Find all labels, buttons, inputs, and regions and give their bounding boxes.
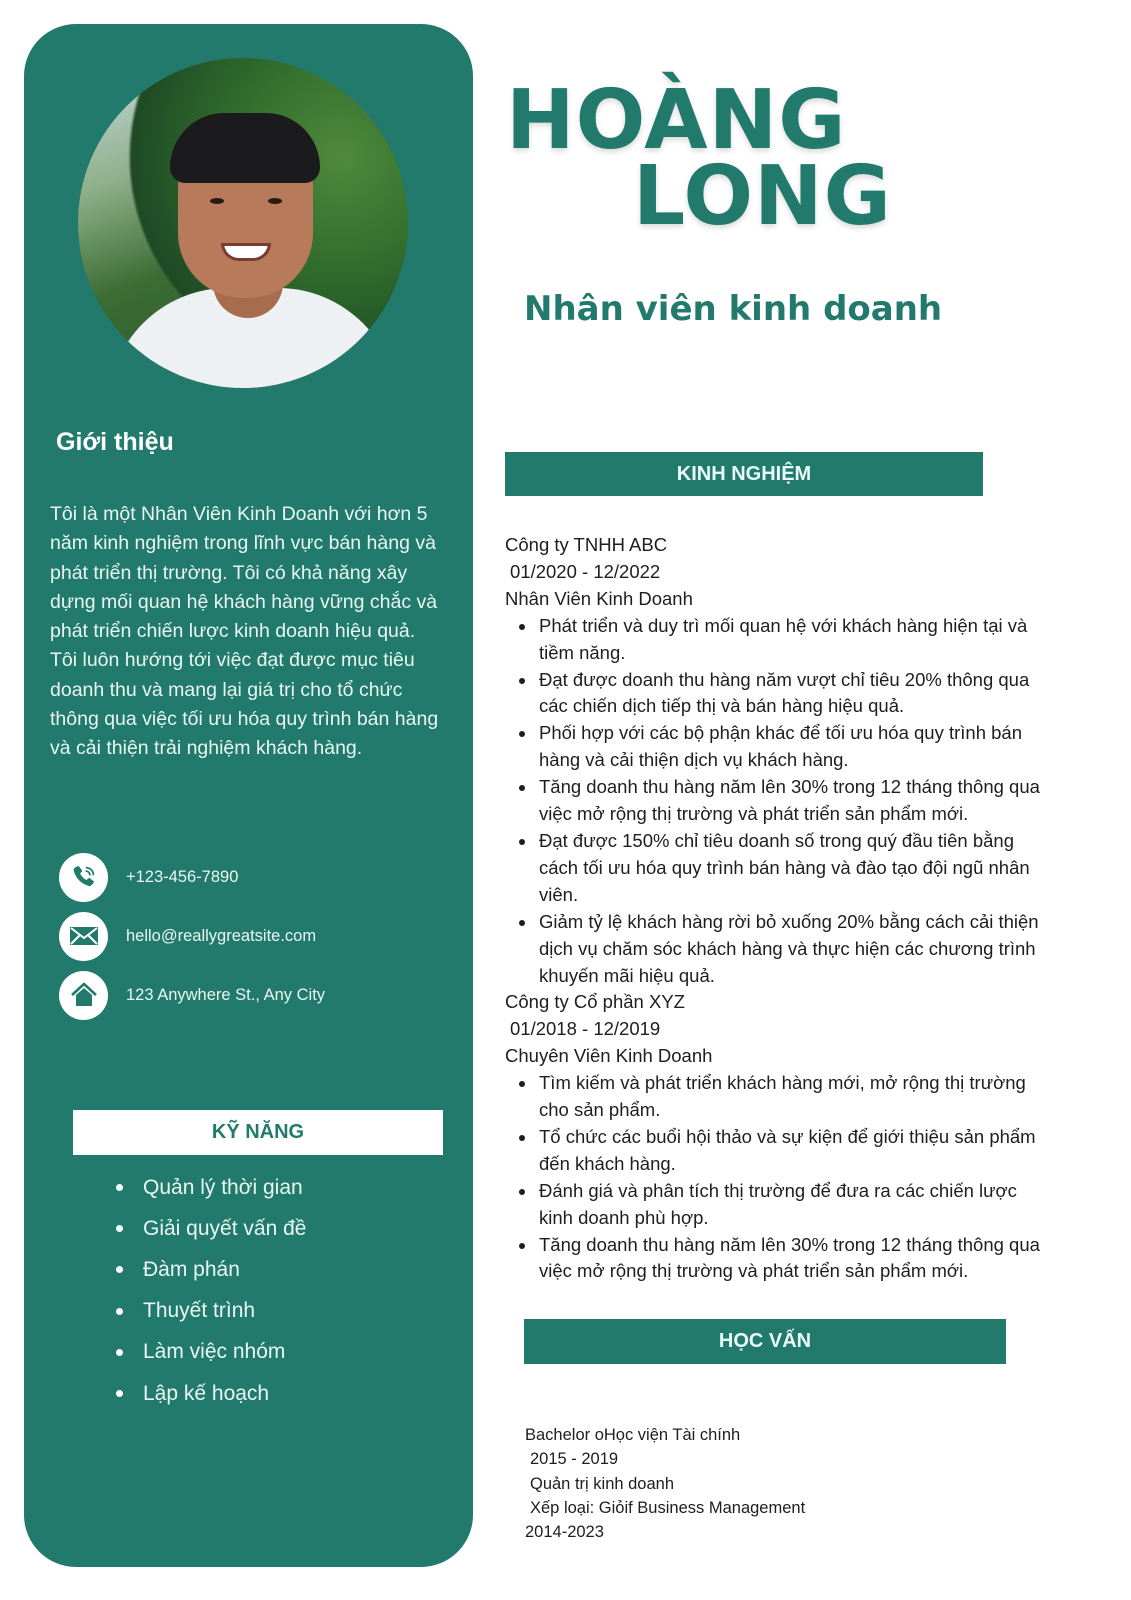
- job-bullet: Tìm kiếm và phát triển khách hàng mới, mở rộng thị trường cho sản phẩm.: [505, 1070, 1065, 1124]
- contact-address: [59, 970, 439, 1020]
- job-bullets: [505, 613, 1065, 990]
- job-bullet: Tổ chức các buổi hội thảo và sự kiện để giới thiệu sản phẩm đến khách hàng.: [505, 1124, 1065, 1178]
- job-period: 01/2018 - 12/2019: [510, 1018, 661, 1040]
- name-first: HOÀNG: [506, 73, 847, 168]
- education-school: Bachelor oHọc viện Tài chính: [525, 1426, 741, 1444]
- job-company: Công ty Cổ phần XYZ: [505, 991, 685, 1013]
- job-company: Công ty TNHH ABC: [505, 534, 668, 555]
- job-period: 01/2020 - 12/2022: [510, 560, 661, 582]
- skills-list: [110, 1167, 306, 1414]
- skills-heading: KỸ NĂNG: [73, 1110, 443, 1155]
- job-role: Nhân Viên Kinh Doanh: [505, 587, 693, 609]
- profile-photo: [78, 58, 408, 388]
- job-role: Chuyên Viên Kinh Doanh: [505, 1045, 713, 1067]
- job-bullet: Tăng doanh thu hàng năm lên 30% trong 12 tháng thông qua việc mở rộng thị trường và phát triển sản phẩm mới.: [505, 1232, 1065, 1286]
- education-section: [525, 1423, 805, 1544]
- education-period: 2015 - 2019: [530, 1450, 619, 1469]
- contact-phone: [59, 852, 439, 902]
- job-bullets: [505, 1070, 1065, 1285]
- intro-title: Giới thiệu: [56, 428, 174, 456]
- skill-item: Làm việc nhóm: [110, 1332, 306, 1373]
- job-bullet: Tăng doanh thu hàng năm lên 30% trong 12 tháng thông qua việc mở rộng thị trường và phát triển sản phẩm mới.: [505, 774, 1065, 828]
- job-bullet: Đạt được 150% chỉ tiêu doanh số trong quý đầu tiên bằng cách tối ưu hóa quy trình bán hàng và đào tạo đội ngũ nhân viên.: [505, 828, 1065, 909]
- job-entry: [505, 532, 1065, 989]
- address-value: 123 Anywhere St., Any City: [126, 985, 326, 1004]
- photo-eye-left: [210, 198, 224, 204]
- job-entry: [505, 989, 1065, 1285]
- phone-value: +123-456-7890: [126, 867, 239, 886]
- email-value: hello@reallygreatsite.com: [126, 926, 317, 945]
- job-bullet: Đánh giá và phân tích thị trường để đưa ra các chiến lược kinh doanh phù hợp.: [505, 1178, 1065, 1232]
- skill-item: Lập kế hoạch: [110, 1373, 306, 1414]
- education-grade: Xếp loại: Giỏif Business Management: [530, 1498, 806, 1517]
- house-icon: [59, 971, 108, 1020]
- job-title: Nhân viên kinh doanh: [524, 289, 943, 329]
- job-bullet: Phối hợp với các bộ phận khác để tối ưu hóa quy trình bán hàng và cải thiện dịch vụ khách hàng.: [505, 720, 1065, 774]
- contact-email: [59, 911, 439, 961]
- intro-text: Tôi là một Nhân Viên Kinh Doanh với hơn 5 năm kinh nghiệm trong lĩnh vực bán hàng và phát triển thị trường. Tôi có khả năng xây dựng mối quan hệ khách hàng vững chắc và phát triển chiến lược kinh doanh hiệu quả. Tôi luôn hướng tới việc đạt được mục tiêu doanh thu và mang lại giá trị cho tổ chức thông qua việc tối ưu hóa quy trình bán hàng và cải thiện trải nghiệm khách hàng.: [50, 503, 439, 760]
- education-years: 2014-2023: [525, 1523, 604, 1542]
- job-bullet: Giảm tỷ lệ khách hàng rời bỏ xuống 20% bằng cách cải thiện dịch vụ chăm sóc khách hàng và thực hiện các chương trình khuyến mãi hiệu quả.: [505, 909, 1065, 990]
- skill-item: Quản lý thời gian: [110, 1167, 306, 1208]
- skill-item: Đàm phán: [110, 1249, 306, 1290]
- photo-eye-right: [268, 198, 282, 204]
- experience-heading: KINH NGHIỆM: [505, 452, 983, 496]
- envelope-icon: [59, 912, 108, 961]
- skill-item: Giải quyết vấn đề: [110, 1208, 306, 1249]
- phone-icon: [59, 853, 108, 902]
- photo-hair: [170, 113, 320, 183]
- job-bullet: Đạt được doanh thu hàng năm vượt chỉ tiêu 20% thông qua các chiến dịch tiếp thị và bán hàng hiệu quả.: [505, 667, 1065, 721]
- experience-section: [505, 532, 1065, 1285]
- name-last: LONG: [633, 149, 892, 244]
- skill-item: Thuyết trình: [110, 1291, 306, 1332]
- job-bullet: Phát triển và duy trì mối quan hệ với khách hàng hiện tại và tiềm năng.: [505, 613, 1065, 667]
- education-heading: HỌC VẤN: [524, 1319, 1006, 1364]
- education-major: Quản trị kinh doanh: [530, 1474, 675, 1493]
